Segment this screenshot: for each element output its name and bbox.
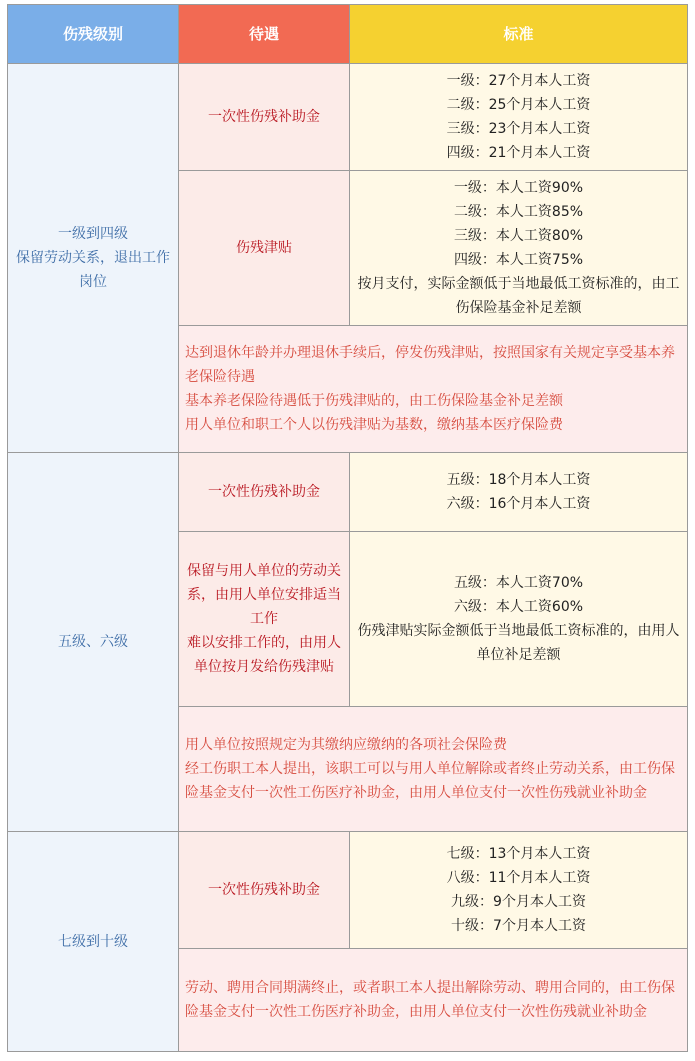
level-cell-1-4	[8, 64, 179, 453]
note-cell	[179, 949, 688, 1052]
header-treatment: 待遇	[179, 5, 350, 64]
standard-line: 二级：25个月本人工资	[446, 97, 591, 113]
header-level: 伤残级别	[8, 5, 179, 64]
disability-benefits-table-wrapper	[7, 4, 687, 1052]
treatment-text: 难以安排工作的，由用人单位按月发给伤残津贴	[187, 635, 341, 675]
standard-line: 三级：本人工资80%	[453, 228, 584, 244]
standard-line: 六级：16个月本人工资	[446, 496, 591, 512]
note-line: 用人单位按照规定为其缴纳应缴纳的各项社会保险费	[185, 737, 507, 753]
level-text: 七级到十级	[58, 933, 128, 950]
table-row	[8, 64, 688, 171]
standard-line: 二级：本人工资85%	[453, 204, 584, 220]
standard-line: 八级：11个月本人工资	[446, 870, 591, 886]
level-cell-7-10	[8, 832, 179, 1052]
standard-cell	[350, 832, 688, 949]
table-header-row	[8, 5, 688, 64]
standard-line: 按月支付，实际金额低于当地最低工资标准的，由工伤保险基金补足差额	[357, 276, 680, 316]
note-cell	[179, 707, 688, 832]
standard-line: 五级：18个月本人工资	[446, 472, 591, 488]
treatment-cell	[179, 532, 350, 707]
note-line: 达到退休年龄并办理退休手续后，停发伤残津贴，按照国家有关规定享受基本养老保险待遇	[185, 345, 675, 385]
standard-line: 四级：21个月本人工资	[446, 145, 591, 161]
standard-cell	[350, 532, 688, 707]
disability-benefits-table	[7, 4, 688, 1052]
level-text: 保留劳动关系，退出工作岗位	[16, 250, 170, 290]
standard-line: 一级：27个月本人工资	[446, 73, 591, 89]
level-text: 五级、六级	[58, 634, 128, 650]
table-row	[8, 832, 688, 949]
treatment-text: 一次性伤残补助金	[208, 882, 320, 898]
standard-line: 六级：本人工资60%	[453, 599, 584, 615]
treatment-cell	[179, 453, 350, 532]
treatment-cell	[179, 171, 350, 326]
header-standard: 标准	[350, 5, 688, 64]
treatment-cell	[179, 832, 350, 949]
standard-cell	[350, 453, 688, 532]
note-line: 劳动、聘用合同期满终止，或者职工本人提出解除劳动、聘用合同的，由工伤保险基金支付一次性工伤医疗补助金，由用人单位支付一次性伤残就业补助金	[185, 980, 675, 1020]
standard-line: 三级：23个月本人工资	[446, 121, 591, 137]
treatment-text: 一次性伤残补助金	[208, 109, 320, 125]
note-line: 基本养老保险待遇低于伤残津贴的，由工伤保险基金补足差额	[185, 393, 563, 409]
note-line: 经工伤职工本人提出，该职工可以与用人单位解除或者终止劳动关系，由工伤保险基金支付一次性工伤医疗补助金，由用人单位支付一次性伤残就业补助金	[185, 761, 675, 801]
standard-line: 伤残津贴实际金额低于当地最低工资标准的，由用人单位补足差额	[357, 623, 680, 663]
note-cell	[179, 326, 688, 453]
standard-line: 四级：本人工资75%	[453, 252, 584, 268]
standard-cell	[350, 64, 688, 171]
level-cell-5-6	[8, 453, 179, 832]
standard-line: 十级：7个月本人工资	[451, 918, 586, 934]
level-text: 一级到四级	[58, 226, 128, 242]
table-row	[8, 453, 688, 532]
treatment-cell	[179, 64, 350, 171]
standard-line: 九级：9个月本人工资	[451, 894, 586, 910]
standard-cell	[350, 171, 688, 326]
treatment-text: 一次性伤残补助金	[208, 484, 320, 500]
treatment-text: 伤残津贴	[236, 240, 292, 256]
standard-line: 七级：13个月本人工资	[446, 846, 591, 862]
treatment-text: 保留与用人单位的劳动关系，由用人单位安排适当工作	[187, 563, 341, 627]
standard-line: 五级：本人工资70%	[453, 575, 584, 591]
standard-line: 一级：本人工资90%	[453, 180, 584, 196]
note-line: 用人单位和职工个人以伤残津贴为基数，缴纳基本医疗保险费	[185, 417, 563, 433]
